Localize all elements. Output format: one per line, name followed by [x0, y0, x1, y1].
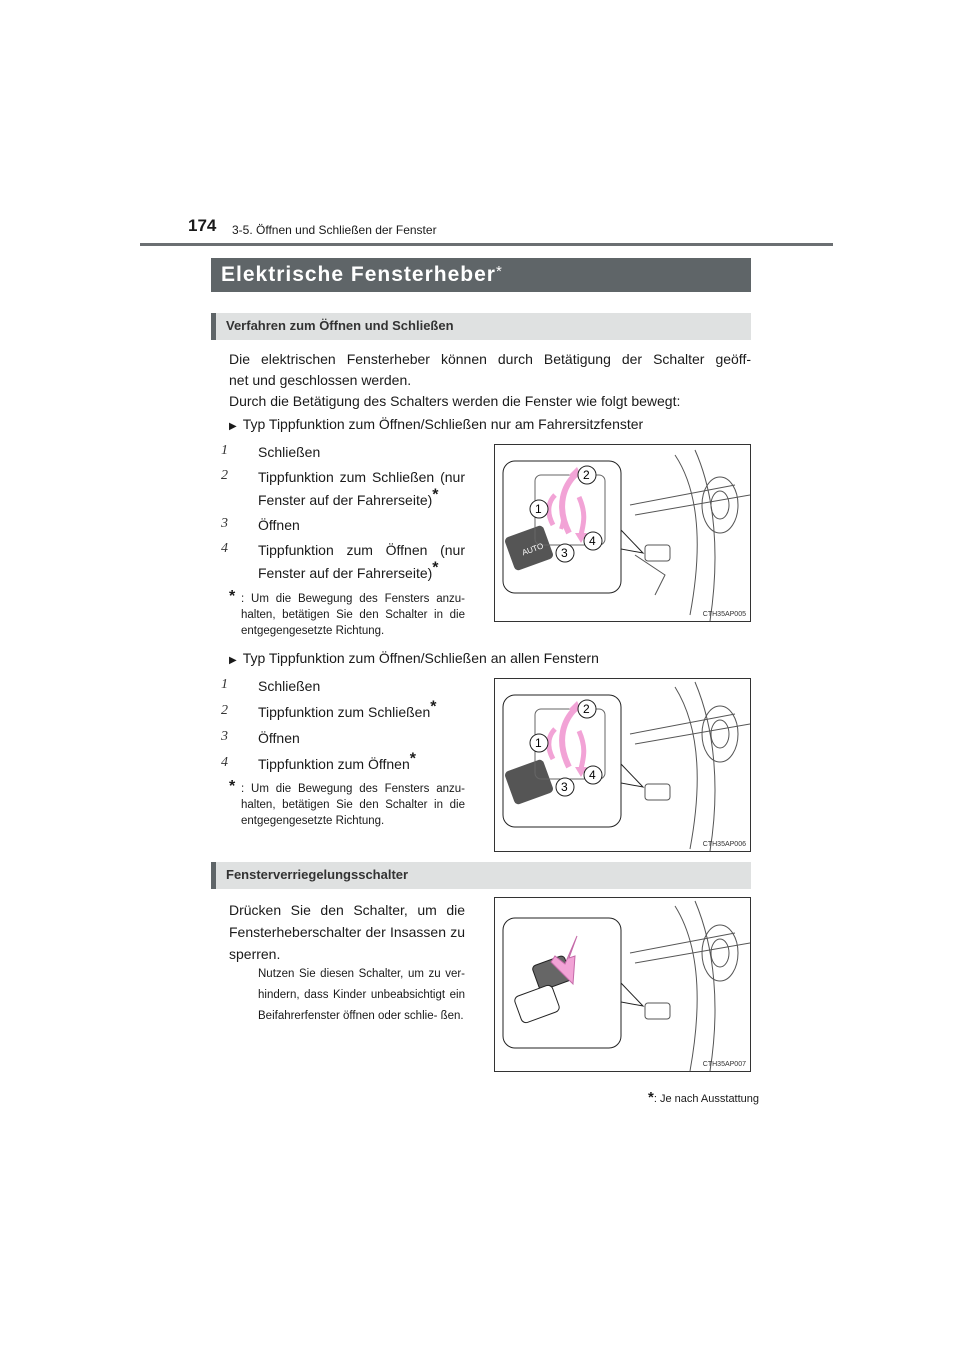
- item-text: Tippfunktion zum Öffnen (nur: [258, 542, 465, 558]
- subsection-bar-open-close: [211, 313, 751, 340]
- item-text: Tippfunktion zum Öffnen*: [258, 750, 416, 772]
- intro-line-2: net und geschlossen werden.: [229, 372, 412, 388]
- item-number: 3: [221, 729, 228, 744]
- chapter-title: 3-5. Öffnen und Schließen der Fenster: [232, 223, 437, 237]
- lock-instruction: Drücken Sie den Schalter, um die Fensterheberschalter der Insassen zu sperren.: [229, 902, 465, 962]
- item-text: Schließen: [258, 678, 321, 694]
- item-text-cont: Fenster auf der Fahrerseite)*: [258, 486, 439, 508]
- type1-heading: ▶ Typ Tippfunktion zum Öffnen/Schließen nur am Fahrersitzfenster: [229, 416, 644, 432]
- header-rule: [140, 243, 833, 246]
- item-text: Tippfunktion zum Schließen*: [258, 698, 437, 720]
- item-number: 1: [221, 677, 228, 692]
- callout-4: 4: [589, 534, 596, 548]
- section-title-bar: [211, 258, 751, 292]
- switch-illustration: [495, 445, 750, 621]
- section-title: Elektrische Fensterheber*: [221, 263, 503, 286]
- item-text: Tippfunktion zum Schließen (nur: [258, 469, 465, 485]
- callout-4: 4: [589, 768, 596, 782]
- footnote-note: * : Um die Bewegung des Fensters anzu- halten, betätigen Sie den Schalter in die entgegengesetzte Richtung.: [229, 778, 465, 827]
- item-text: Schließen: [258, 444, 321, 460]
- figure-switch-all: [494, 678, 751, 852]
- page-number: 174: [188, 216, 217, 235]
- footnote-note: * : Um die Bewegung des Fensters anzu- halten, betätigen Sie den Schalter in die entgegengesetzte Richtung.: [229, 588, 465, 637]
- callout-2: 2: [583, 468, 590, 482]
- figure-switch-auto: [494, 444, 751, 622]
- triangle-bullet-icon: ▶: [229, 421, 237, 432]
- item-text: Öffnen: [258, 730, 300, 746]
- lock-switch-illustration: [495, 898, 750, 1071]
- figure-code: CTH35AP005: [702, 611, 746, 618]
- lock-note: Nutzen Sie diesen Schalter, um zu ver- hindern, dass Kinder unbeabsichtigt ein Beifahrerfenster öffnen oder schlie- ßen.: [258, 968, 465, 1022]
- figure-lock-switch: [494, 897, 751, 1072]
- callout-1: 1: [535, 502, 542, 516]
- subsection-title: Verfahren zum Öffnen und Schließen: [226, 318, 454, 333]
- callout-2: 2: [583, 702, 590, 716]
- figure-code: CTH35AP007: [702, 1061, 746, 1068]
- item-text: Öffnen: [258, 517, 300, 533]
- item-number: 2: [221, 703, 228, 718]
- type2-heading: ▶ Typ Tippfunktion zum Öffnen/Schließen an allen Fenstern: [229, 650, 599, 666]
- item-number: 4: [221, 541, 228, 556]
- switch-illustration: [495, 679, 750, 851]
- callout-3: 3: [561, 546, 568, 560]
- subsection-bar-lock: [211, 862, 751, 889]
- subsection-title: Fensterverriegelungsschalter: [226, 867, 409, 882]
- intro-line-3: Durch die Betätigung des Schalters werden die Fenster wie folgt bewegt:: [229, 393, 681, 409]
- figure-code: CTH35AP006: [702, 841, 746, 848]
- item-number: 2: [221, 468, 228, 483]
- triangle-bullet-icon: ▶: [229, 655, 237, 666]
- item-number: 3: [221, 516, 228, 531]
- item-text-cont: Fenster auf der Fahrerseite)*: [258, 559, 439, 581]
- intro-line-1: Die elektrischen Fensterheber können durch Betätigung der Schalter geöff-: [229, 351, 751, 367]
- callout-3: 3: [561, 780, 568, 794]
- item-number: 4: [221, 755, 228, 770]
- equipment-footnote: *: Je nach Ausstattung: [648, 1089, 760, 1106]
- item-number: 1: [221, 443, 228, 458]
- auto-label: AUTO: [520, 541, 545, 558]
- callout-1: 1: [535, 736, 542, 750]
- option-star: *: [495, 263, 503, 280]
